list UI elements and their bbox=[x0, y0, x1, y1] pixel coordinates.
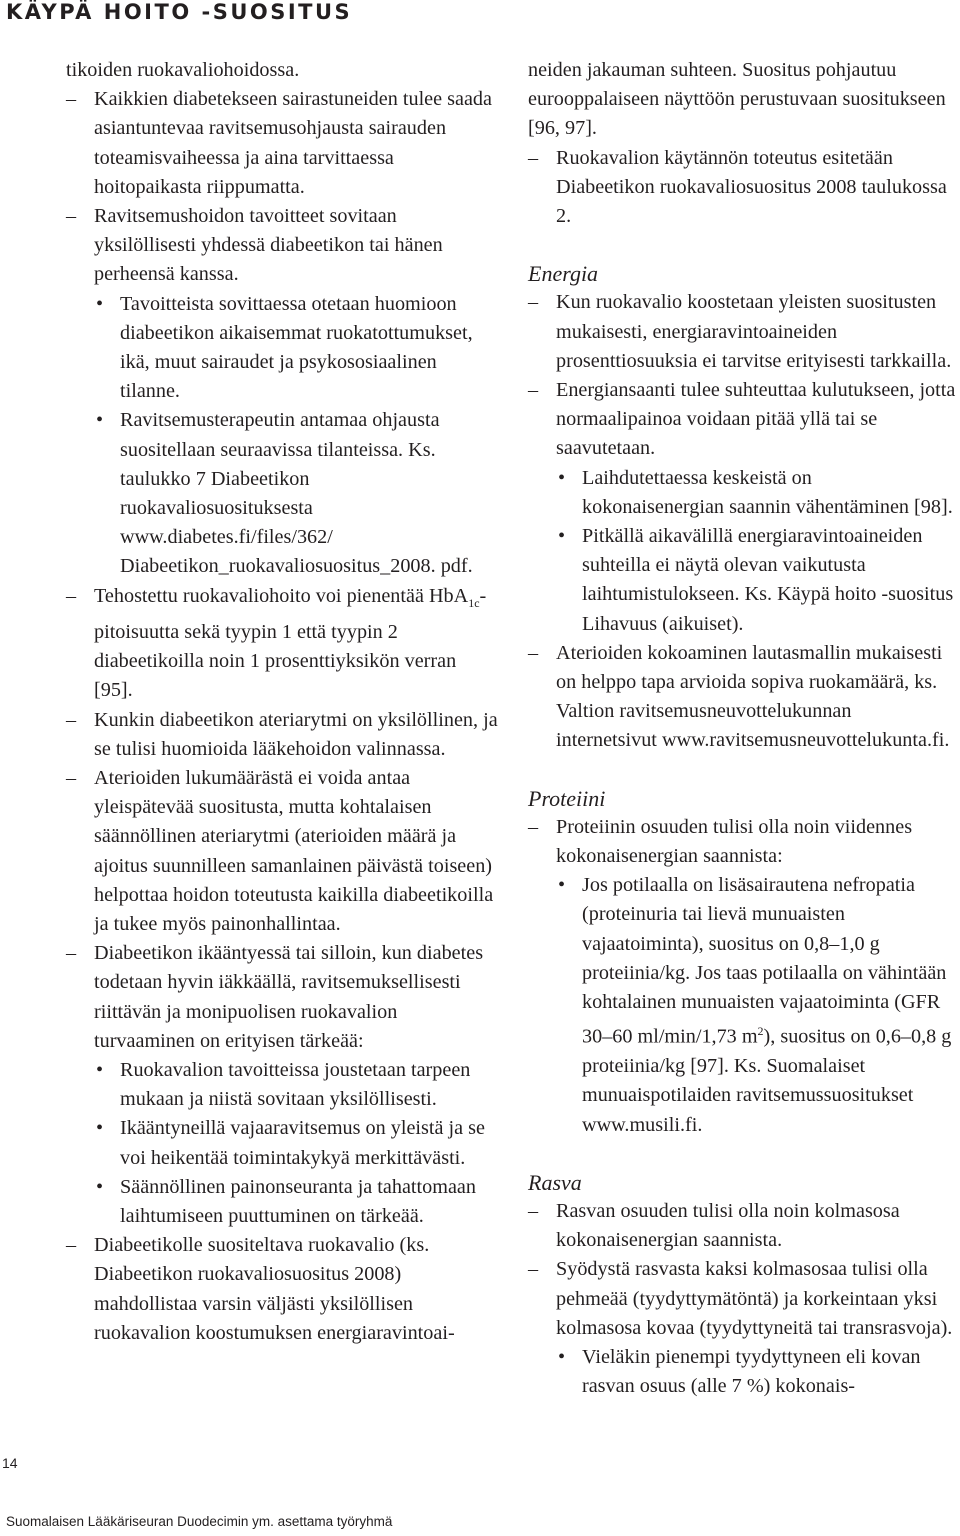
text-run: Tehostettu ruokavaliohoito voi pienentää HbA bbox=[94, 584, 469, 607]
section-heading-energia: Energia bbox=[528, 261, 599, 287]
bullet-item: • Ruokavalion tavoitteissa joustetaan tarpeen mukaan ja niistä sovitaan yksilöllisesti. bbox=[66, 1056, 498, 1114]
section-heading-rasva: Rasva bbox=[528, 1169, 582, 1195]
bullet-item: • Ravitsemusterapeutin antamaa ohjausta suositellaan seuraavissa tilanteissa. Ks. taulukko 7 Diabeetikon ruokavaliosuosituksesta www.diabetes.fi/files/362/ Diabeetikon_ruokavaliosuositus_2008. pdf. bbox=[66, 406, 498, 581]
text-run: Jos potilaalla on lisäsairautena nefropatia (proteinuria tai lievä munuaisten vajaatoiminta), suositus on 0,8–1,0 g proteiinia/kg. Jos taas potilaalla on vähintään kohtalainen munuaisten vajaatoiminta (GFR 30–60 ml/min/1,73 m bbox=[582, 874, 947, 1049]
dash-item: – Rasvan osuuden tulisi olla noin kolmasosa kokonaisenergian saannista. bbox=[528, 1197, 956, 1255]
bullet-item: • Tavoitteista sovittaessa otetaan huomioon diabeetikon aikaisemmat ruokatottumukset, ikä, muut sairaudet ja psykososiaalinen tilanne. bbox=[66, 290, 498, 407]
dash-item: – Kun ruokavalio koostetaan yleisten suositusten mukaisesti, energiaravintoaineiden prosenttiosuuksia ei tarvitse erityisesti tarkkailla. bbox=[528, 288, 956, 376]
dash-item: – Kaikkien diabetekseen sairastuneiden tulee saada asiantuntevaa ravitsemusohjausta sairauden toteamisvaiheessa ja aina tarvittaessa hoitopaikasta riippumatta. bbox=[66, 85, 498, 202]
right-column bbox=[528, 56, 956, 1401]
bullet-item bbox=[528, 871, 956, 1140]
dash-item bbox=[66, 582, 498, 706]
dash-item: – Kunkin diabeetikon ateriarytmi on yksilöllinen, ja se tulisi huomioida lääkehoidon valinnassa. bbox=[66, 706, 498, 764]
running-header: KÄYPÄ HOITO -SUOSITUS bbox=[6, 0, 353, 24]
bullet-item: • Ikääntyneillä vajaaravitsemus on yleistä ja se voi heikentää toimintakykyä merkittävästi. bbox=[66, 1114, 498, 1172]
dash-item: – Diabeetikolle suositeltava ruokavalio (ks. Diabeetikon ruokavaliosuositus 2008) mahdollistaa varsin väljästi yksilöllisen ruokavalion koostumuksen energiaravintoai- bbox=[66, 1231, 498, 1348]
dash-item: – Diabeetikon ikääntyessä tai silloin, kun diabetes todetaan hyvin iäkkäällä, ravitsemuksellisesti riittävän ja monipuolisen ruokavalion turvaaminen on erityisen tärkeää: bbox=[66, 939, 498, 1056]
paragraph: tikoiden ruokavaliohoidossa. bbox=[66, 59, 300, 81]
section-heading-proteiini: Proteiini bbox=[528, 785, 606, 811]
dash-item: – Ruokavalion käytännön toteutus esitetään Diabeetikon ruokavaliosuositus 2008 taulukossa 2. bbox=[528, 144, 956, 232]
subscript: 1c bbox=[468, 595, 480, 610]
dash-item: – Aterioiden lukumäärästä ei voida antaa yleispätevää suositusta, mutta kohtalaisen säännöllinen ateriarytmi (aterioiden määrä ja ajoitus suunnilleen samanlainen päivästä toiseen) helpottaa hoidon toteutusta kaikilla diabeetikoilla ja tukee myös painonhallintaa. bbox=[66, 764, 498, 939]
bullet-item: • Pitkällä aikavälillä energiaravintoaineiden suhteilla ei näytä olevan vaikutusta laihtumistulokseen. Ks. Käypä hoito -suositus Lihavuus (aikuiset). bbox=[528, 522, 956, 639]
dash-item: – Syödystä rasvasta kaksi kolmasosaa tulisi olla pehmeää (tyydyttymätöntä) ja korkeintaan yksi kolmasosa kovaa (tyydyttyneitä tai transrasvoja). bbox=[528, 1255, 956, 1343]
text-run: ), suositus on 0,6–0,8 g proteiinia/kg [97]. Ks. Suomalaiset munuaispotilaiden ravitsemussuositukset www.musili.fi. bbox=[582, 1026, 952, 1136]
bullet-item: • Vieläkin pienempi tyydyttyneen eli kovan rasvan osuus (alle 7 %) kokonais- bbox=[528, 1343, 956, 1401]
bullet-item: • Säännöllinen painonseuranta ja tahattomaan laihtumiseen puuttuminen on tärkeää. bbox=[66, 1173, 498, 1231]
paragraph: neiden jakauman suhteen. Suositus pohjautuu eurooppalaiseen näyttöön perustuvaan suositukseen [96, 97]. bbox=[528, 59, 946, 140]
text-run: -pitoisuutta sekä tyypin 1 että tyypin 2 diabeetikoilla noin 1 prosenttiyksikön verran [95]. bbox=[94, 584, 487, 702]
dash-item: – Proteiinin osuuden tulisi olla noin viidennes kokonaisenergian saannista: bbox=[528, 813, 956, 871]
footer-credit: Suomalaisen Lääkäriseuran Duodecimin ym. asettama työryhmä bbox=[6, 1514, 393, 1529]
dash-item: – Energiansaanti tulee suhteuttaa kulutukseen, jotta normaalipainoa voidaan pitää yllä tai se saavutetaan. bbox=[528, 376, 956, 464]
dash-item: – Aterioiden kokoaminen lautasmallin mukaisesti on helppo tapa arvioida sopiva ruokamäärä, ks. Valtion ravitsemusneuvottelukunnan internetsivut www.ravitsemusneuvottelukunta.fi. bbox=[528, 639, 956, 756]
bullet-item: • Laihdutettaessa keskeistä on kokonaisenergian saannin vähentäminen [98]. bbox=[528, 464, 956, 522]
page-number: 14 bbox=[2, 1455, 18, 1471]
left-column bbox=[66, 56, 498, 1348]
superscript: 2 bbox=[757, 1024, 764, 1039]
dash-item: – Ravitsemushoidon tavoitteet sovitaan yksilöllisesti yhdessä diabeetikon tai hänen perheensä kanssa. bbox=[66, 202, 498, 290]
